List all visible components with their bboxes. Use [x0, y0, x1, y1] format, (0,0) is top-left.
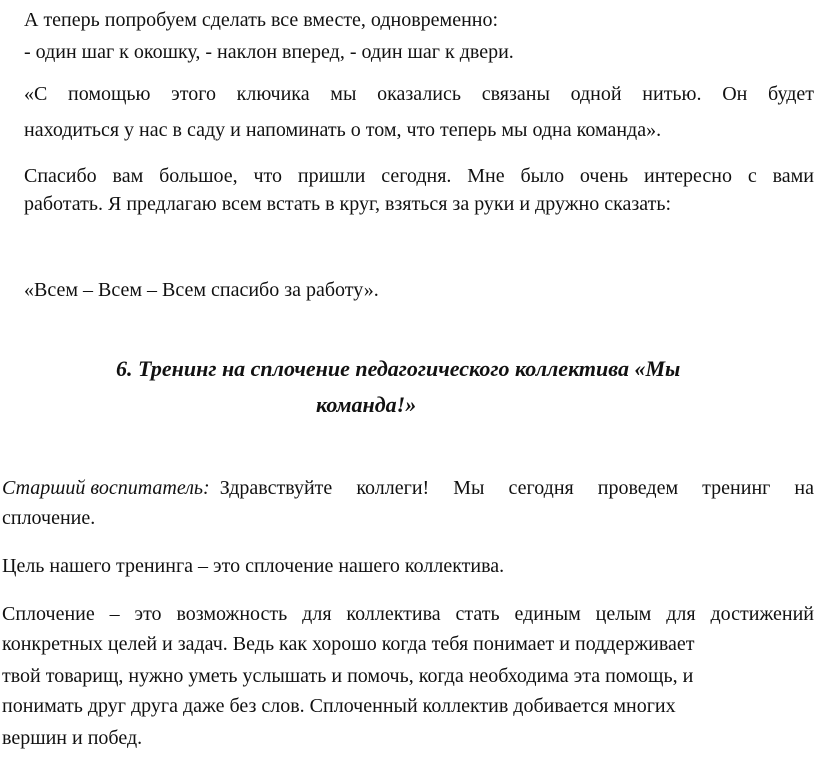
paragraph-2-line-1: «С помощью этого ключика мы оказались связаны одной нитью. Он будет: [24, 83, 814, 105]
paragraph-7-line-1: Сплочение – это возможность для коллектива стать единым целым для достижений: [2, 603, 814, 625]
paragraph-1-line-1: А теперь попробуем сделать все вместе, одновременно:: [24, 9, 499, 31]
section-heading-line-2: команда!»: [316, 392, 417, 417]
paragraph-7-line-3: твой товарищ, нужно уметь услышать и помочь, когда необходима эта помощь, и: [2, 665, 694, 687]
paragraph-2-line-2: находиться у нас в саду и напоминать о том, что теперь мы одна команда».: [24, 119, 662, 141]
paragraph-3-line-2: работать. Я предлагаю всем встать в круг, взяться за руки и дружно сказать:: [24, 193, 672, 215]
speaker-label: Старший воспитатель:: [2, 477, 210, 499]
paragraph-3-line-1: Спасибо вам большое, что пришли сегодня. Мне было очень интересно с вами: [24, 165, 814, 187]
paragraph-7-line-5: вершин и побед.: [2, 727, 143, 749]
paragraph-7-line-4: понимать друг друга даже без слов. Сплоченный коллектив добивается многих: [2, 695, 676, 717]
paragraph-6: Цель нашего тренинга – это сплочение нашего коллектива.: [2, 555, 505, 577]
paragraph-1-line-2: - один шаг к окошку, - наклон вперед, - один шаг к двери.: [24, 41, 514, 63]
paragraph-5-line-2: сплочение.: [2, 507, 96, 529]
paragraph-4: «Всем – Всем – Всем спасибо за работу».: [24, 279, 379, 301]
section-heading-line-1: 6. Тренинг на сплочение педагогического коллектива «Мы: [116, 356, 681, 381]
paragraph-5-line-1-text: Здравствуйте коллеги! Мы сегодня проведем тренинг на: [219, 477, 814, 499]
paragraph-5-line-1: [2, 476, 814, 500]
paragraph-7-line-2: конкретных целей и задач. Ведь как хорошо когда тебя понимает и поддерживает: [2, 633, 695, 655]
